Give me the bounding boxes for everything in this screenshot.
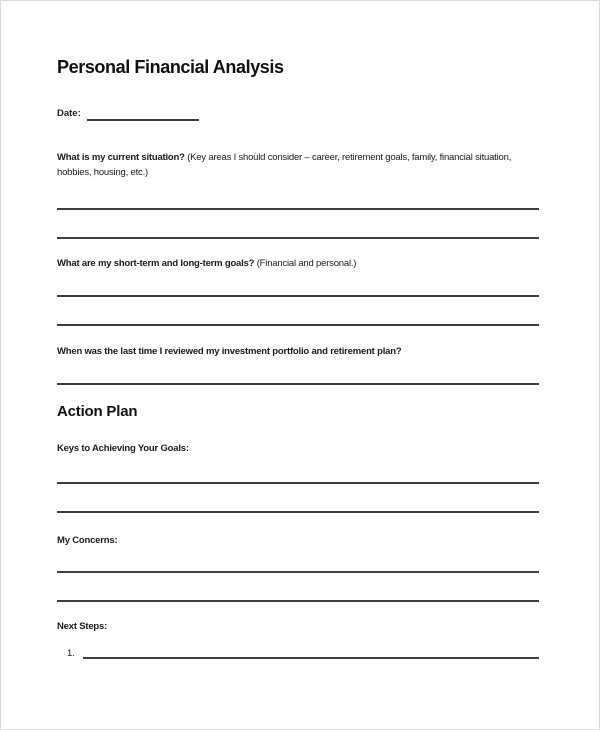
action-plan-heading: Action Plan: [57, 403, 138, 420]
page-title: Personal Financial Analysis: [57, 57, 284, 77]
date-input[interactable]: [87, 107, 199, 121]
question-portfolio-review: [57, 344, 539, 385]
next-steps-section: [57, 619, 539, 660]
answer-line[interactable]: [57, 295, 539, 297]
question-current-situation: [57, 150, 539, 239]
answer-line[interactable]: [57, 482, 539, 484]
question-goals: [57, 256, 539, 326]
my-concerns-label: My Concerns:: [57, 535, 118, 546]
answer-line[interactable]: [57, 237, 539, 239]
question-prompt-bold: What is my current situation?: [57, 152, 185, 163]
question-prompt: [57, 344, 539, 359]
next-step-number: 1.: [67, 648, 75, 659]
keys-to-goals-section: [57, 441, 539, 513]
answer-line[interactable]: [57, 600, 539, 602]
question-prompt-note: (Financial and personal.): [256, 258, 357, 269]
answer-line[interactable]: [57, 324, 539, 326]
answer-line[interactable]: [57, 208, 539, 210]
next-steps-label: Next Steps:: [57, 621, 108, 632]
next-step-item: [57, 647, 539, 660]
answer-line[interactable]: [57, 511, 539, 513]
question-prompt: [57, 150, 539, 180]
date-row: [57, 107, 539, 121]
date-label: Date:: [57, 108, 81, 119]
answer-line[interactable]: [57, 383, 539, 385]
question-prompt-bold: When was the last time I reviewed my investment portfolio and retirement plan?: [57, 346, 402, 357]
my-concerns-section: [57, 533, 539, 602]
keys-to-goals-label: Keys to Achieving Your Goals:: [57, 443, 189, 454]
answer-line[interactable]: [57, 571, 539, 573]
question-prompt-note: (Key areas I should consider – career, retirement goals, family, financial situation, hobbies, housing, etc.): [57, 152, 512, 178]
question-prompt-bold: What are my short-term and long-term goals?: [57, 258, 255, 269]
question-prompt: [57, 256, 539, 271]
next-step-input[interactable]: [83, 657, 539, 659]
